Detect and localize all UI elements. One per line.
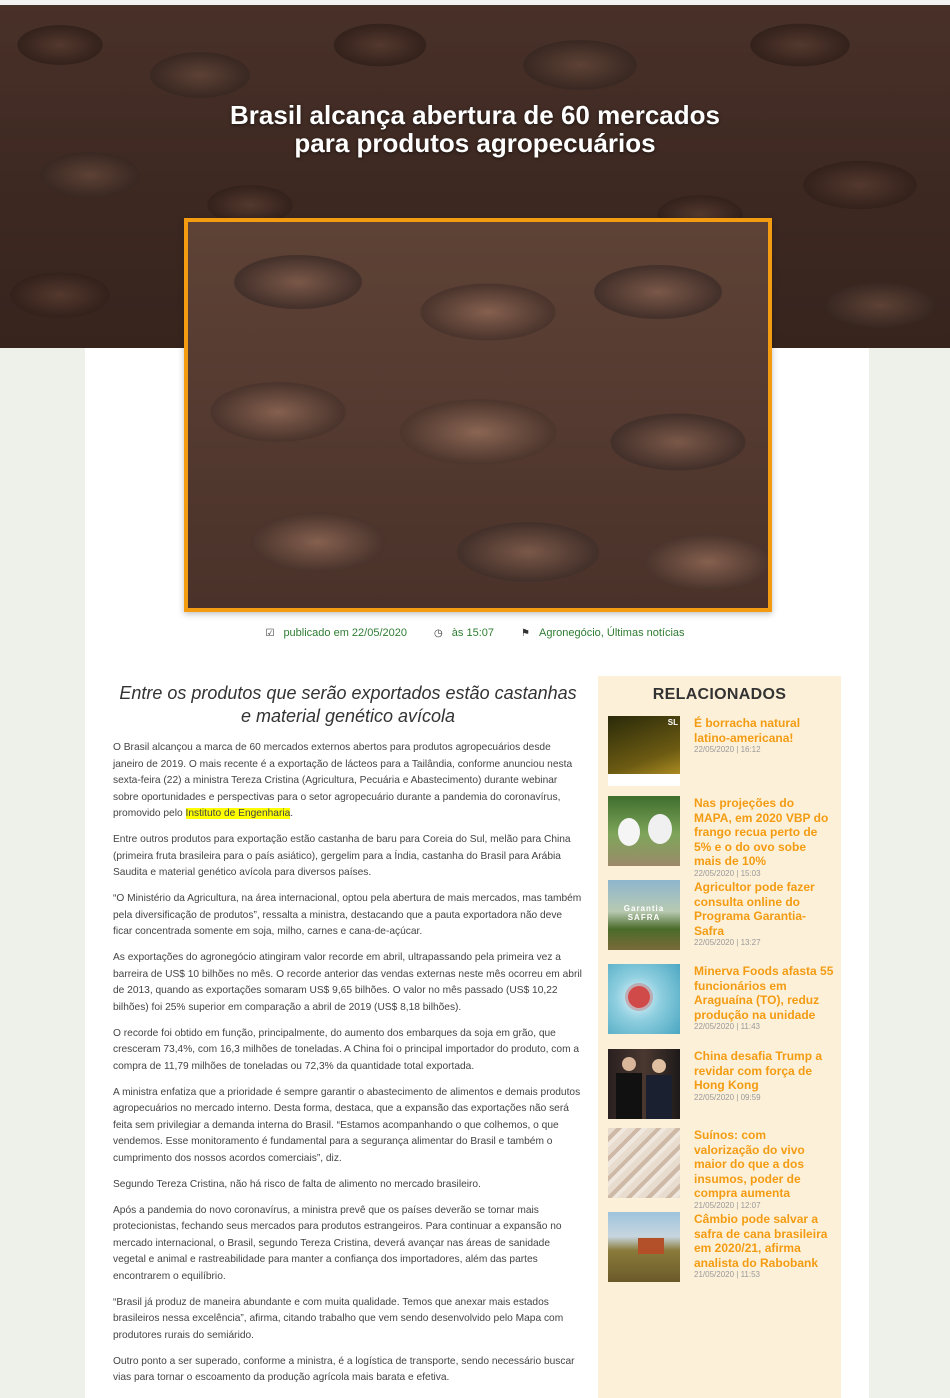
thumbnail-label: Garantia SAFRA	[623, 904, 665, 922]
head-shape	[652, 1059, 666, 1073]
related-title-text[interactable]: Minerva Foods afasta 55 funcionários em Araguaína (TO), reduz produção na unidade	[694, 964, 834, 1022]
related-title-text[interactable]: Câmbio pode salvar a safra de cana brasileira em 2020/21, afirma analista do Rabobank	[694, 1212, 828, 1270]
related-date: 22/05/2020 | 16:12	[694, 745, 761, 754]
related-title[interactable]	[694, 1212, 834, 1279]
published-date-text: publicado em 22/05/2020	[283, 627, 407, 639]
article-paragraph: A ministra enfatiza que a prioridade é sempre garantir o abastecimento de alimentos e demais produtos agropecuários no mercado interno. Desta forma, destaca, que a expansão das exportações não será feita sem privilegiar a demanda interna do Brasil. “Estamos acompanhando o que colhemos, o que vendemos. Esse monitoramento é fundamental para a segurança alimentar do Brasil e também o cumprimento dos nossos acordos comerciais”, diz.	[113, 1086, 581, 1164]
article-subtitle: Entre os produtos que serão exportados estão castanhas e material genético avícola	[119, 683, 577, 726]
page-title-line-1: Brasil alcança abertura de 60 mercados	[230, 100, 720, 130]
related-title[interactable]	[694, 964, 834, 1031]
related-title-text[interactable]: É borracha natural latino-americana!	[694, 716, 801, 745]
source-link[interactable]: Instituto de Engenharia	[185, 808, 291, 819]
tags-icon: ⚑	[521, 628, 531, 639]
related-title[interactable]	[694, 716, 834, 754]
related-date: 21/05/2020 | 11:53	[694, 1270, 760, 1279]
person-shape	[646, 1075, 672, 1119]
harvester-shape	[638, 1238, 664, 1254]
related-date: 21/05/2020 | 12:07	[694, 1200, 761, 1210]
article-paragraph: O recorde foi obtido em função, principalmente, do aumento dos embarques da soja em grão, que cresceram 73,4%, com 16,3 milhões de toneladas. A China foi o principal importador do produto, com a compra de 11,79 milhões de toneladas ou 72,3% da quantidade total exportada.	[113, 1027, 580, 1072]
article-paragraph: Segundo Tereza Cristina, não há risco de falta de alimento no mercado brasileiro.	[113, 1178, 481, 1190]
article-paragraph: Entre outros produtos para exportação estão castanha de baru para Coreia do Sul, melão para China (primeira fruta brasileira para o país asiático), gergelim para a Índia, castanha do Brasil para Arábia Saudita e material genético avícola para diversos países.	[113, 834, 571, 878]
published-date	[259, 627, 413, 639]
related-title[interactable]	[694, 1128, 834, 1210]
related-title[interactable]	[694, 880, 834, 947]
related-title-text[interactable]: Suínos: com valorização do vivo maior do que a dos insumos, poder de compra aumenta	[694, 1128, 805, 1200]
related-heading: RELACIONADOS	[652, 686, 787, 703]
related-thumbnail[interactable]	[608, 880, 680, 950]
related-date: 22/05/2020 | 11:43	[694, 1022, 760, 1031]
related-title-text[interactable]: China desafia Trump a revidar com força de Hong Kong	[694, 1049, 823, 1092]
post-categories-text[interactable]: Agronegócio, Últimas notícias	[539, 627, 685, 639]
paragraph-text: O Brasil alcançou a marca de 60 mercados externos abertos para produtos agropecuários desde janeiro de 2019. O mais recente é a exportação de lácteos para a Tailândia, conforme anunciou nesta sexta-feira (22) a ministra Tereza Cristina (Agricultura, Pecuária e Abastecimento) durante webinar sobre oportunidades e perspectivas para o setor agropecuário durante a pandemia do coronavírus, promovido pelo	[113, 742, 573, 819]
related-thumbnail[interactable]	[608, 964, 680, 1034]
related-title[interactable]	[694, 1049, 834, 1102]
published-time	[428, 627, 500, 639]
calendar-check-icon: ☑	[265, 628, 275, 639]
related-date: 22/05/2020 | 15:03	[694, 868, 761, 878]
head-shape	[622, 1057, 636, 1071]
article-paragraph: As exportações do agronegócio atingiram valor recorde em abril, ultrapassando pela primeira vez a barreira de US$ 10 bilhões no mês. O recorde anterior das vendas externas neste mês ocorreu em abril de 2013, quando as exportações somaram US$ 9,65 bilhões. O valor no mês passado (US$ 10,22 bilhões) foi 25% superior em comparação a abril de 2019 (US$ 8,18 bilhões).	[113, 952, 582, 1013]
related-sidebar	[598, 676, 841, 1398]
clock-icon: ◷	[434, 628, 443, 639]
published-time-text: às 15:07	[451, 627, 494, 639]
post-meta	[0, 627, 950, 639]
hen-shape	[618, 818, 640, 846]
related-title-text[interactable]: Nas projeções do MAPA, em 2020 VBP do frango recua perto de 5% e o do ovo sobe mais de 10%	[694, 796, 829, 868]
related-title-text[interactable]: Agricultor pode fazer consulta online do Programa Garantia-Safra	[694, 880, 815, 938]
person-shape	[616, 1073, 642, 1119]
related-thumbnail[interactable]	[608, 796, 680, 866]
thumbnail-label: SL	[667, 718, 678, 727]
article-paragraph	[113, 740, 583, 823]
page-title-line-2: para produtos agropecuários	[294, 128, 656, 158]
article-paragraph: “Brasil já produz de maneira abundante e com muita qualidade. Temos que anexar mais estados brasileiros nessa excelência”, afirma, citando trabalho que vem sendo desenvolvido pelo Mapa com produtores rurais do semiárido.	[113, 1296, 564, 1341]
related-thumbnail[interactable]	[608, 1128, 680, 1198]
related-thumbnail[interactable]	[608, 1212, 680, 1282]
related-thumbnail[interactable]	[608, 1049, 680, 1119]
page-title	[175, 101, 775, 157]
virus-shape	[628, 986, 650, 1008]
hen-shape	[648, 814, 672, 844]
article-paragraph: “O Ministério da Agricultura, na área internacional, optou pela abertura de mais mercados, mas também pela diversificação de produtos”, ressalta a ministra, destacando que a pauta exportadora não deve ficar concentrada somente em soja, milho, carnes e cana-de-açúcar.	[113, 893, 582, 937]
related-thumbnail[interactable]	[608, 716, 680, 786]
related-title[interactable]	[694, 796, 834, 878]
post-categories[interactable]	[515, 627, 690, 639]
featured-image	[184, 218, 772, 612]
related-date: 22/05/2020 | 13:27	[694, 938, 761, 947]
related-date: 22/05/2020 | 09:59	[694, 1092, 761, 1102]
article-paragraph: Outro ponto a ser superado, conforme a ministra, é a logística de transporte, sendo necessário buscar vias para tornar o escoamento da produção agrícola mais barata e efetiva.	[113, 1355, 575, 1383]
article-paragraph: Após a pandemia do novo coronavírus, a ministra prevê que os países deverão se tornar mais protecionistas, fechando seus mercados para produtos estrangeiros. Para continuar a expansão no mercado internacional, o Brasil, segundo Tereza Cristina, deverá avançar nas áreas de sanidade vegetal e animal e rastreabilidade para manter a confiança dos importadores, além das partes encontrarem o equilíbrio.	[113, 1204, 562, 1282]
thumbnail-logo-strip	[608, 774, 680, 786]
article-body	[113, 682, 583, 1396]
paragraph-text: .	[290, 808, 294, 819]
